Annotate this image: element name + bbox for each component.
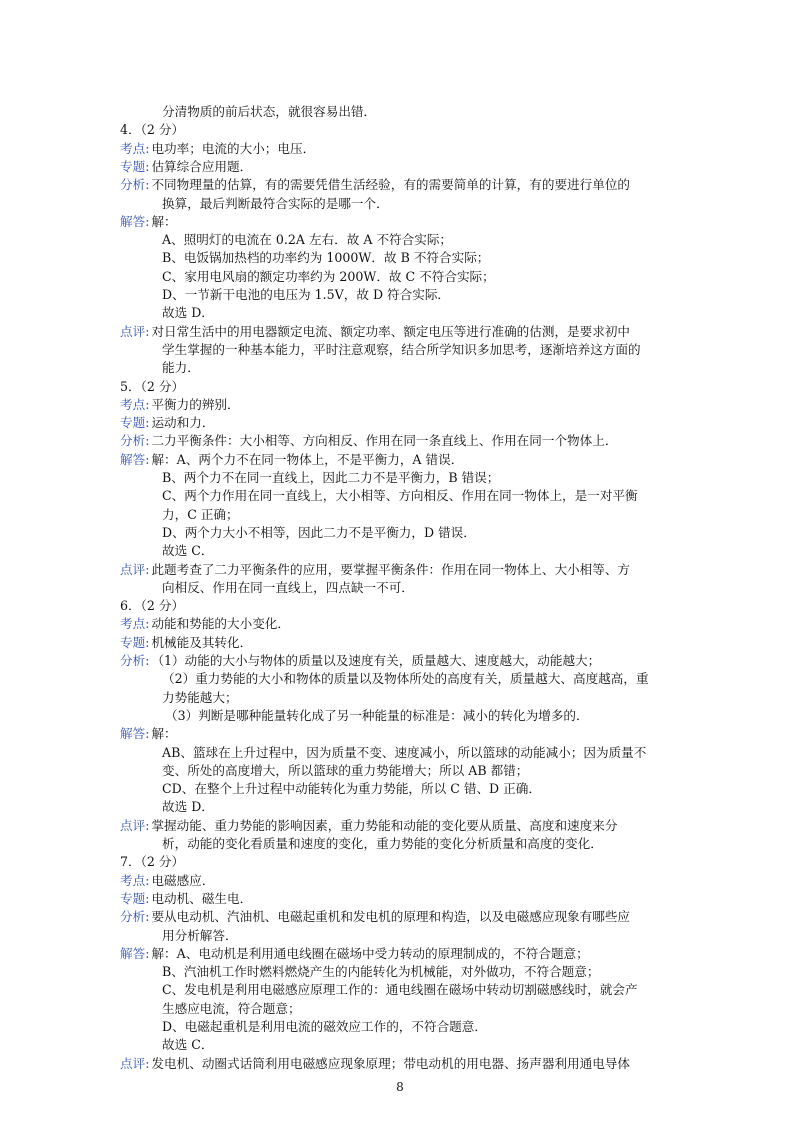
text-line <box>162 286 450 304</box>
section-label: 专题: <box>120 634 150 650</box>
line-text: CD、在整个上升过程中动能转化为重力势能，所以 C 错、D 正确． <box>162 781 541 797</box>
line-text: 不同物理量的估算，有的需要凭借生活经验，有的需要简单的计算，有的要进行单位的 <box>151 177 630 193</box>
section-label: 专题: <box>120 415 150 431</box>
line-text: 变、所处的高度增大，所以篮球的重力势能增大；所以 AB 都错； <box>162 762 529 778</box>
text-line <box>162 231 452 249</box>
section-label: 点评: <box>120 817 150 833</box>
line-text: （2）重力势能的大小和物体的质量以及物体所处的高度有关，质量越大、高度越高，重 <box>162 671 649 687</box>
line-text: 解：A、电动机是利用通电线圈在磁场中受力转动的原理制成的，不符合题意； <box>151 945 589 961</box>
line-text: D、电磁起重机是利用电流的磁效应工作的，不符合题意． <box>162 1019 487 1034</box>
page-number: 8 <box>396 1080 404 1094</box>
text-line <box>120 725 177 743</box>
line-text: 解： <box>151 726 177 742</box>
line-text: 向相反、作用在同一直线上，四点缺一不可． <box>162 579 414 595</box>
text-line <box>162 506 239 524</box>
line-text: （1）动能的大小与物体的质量以及速度有关，质量越大、速度越大，动能越大； <box>151 653 601 668</box>
line-text: C、两个力作用在同一直线上，大小相等、方向相反、作用在同一物体上，是一对平衡 <box>162 488 638 504</box>
line-text: 分清物质的前后状态，就很容易出错． <box>162 104 377 119</box>
line-text: 发电机、动圈式话筒利用电磁感应现象原理；带电动机的用电器、扬声器利用通电导体 <box>151 1055 630 1071</box>
text-line <box>162 744 646 762</box>
line-text: 换算，最后判断最符合实际的是哪一个． <box>162 195 389 211</box>
text-line <box>162 798 214 816</box>
text-line <box>162 927 238 945</box>
text-line <box>162 304 214 322</box>
line-text: C、家用电风扇的额定功率约为 200W．故 C 不符合实际； <box>162 268 495 284</box>
section-label: 分析: <box>120 653 150 668</box>
section-label: 分析: <box>120 909 150 925</box>
text-line <box>120 890 252 908</box>
line-text: 二力平衡条件：大小相等、方向相反、作用在同一条直线上、作用在同一个物体上． <box>151 433 618 449</box>
line-text: 要从电动机、汽油机、电磁起重机和发电机的原理和构造，以及电磁感应现象有哪些应 <box>151 909 630 925</box>
text-line <box>120 213 177 231</box>
text-line <box>120 121 184 139</box>
text-line <box>120 451 463 469</box>
line-text: C、发电机是利用电磁感应原理工作的：通电线圈在磁场中转动切割磁感线时，就会产 <box>162 982 638 998</box>
line-text: D、两个力大小不相等，因此二力不是平衡力，D 错误． <box>162 524 476 540</box>
line-text: 运动和力． <box>151 415 215 431</box>
text-line <box>120 414 214 432</box>
line-text: 6．（2 分） <box>120 598 185 614</box>
text-line <box>162 835 603 853</box>
text-line <box>120 378 184 396</box>
section-label: 考点: <box>120 396 150 412</box>
line-text: 4．（2 分） <box>120 122 185 138</box>
section-label: 专题: <box>120 890 150 906</box>
line-text: 7．（2 分） <box>120 854 185 870</box>
section-label: 解答: <box>120 945 150 961</box>
line-text: 故选 C． <box>162 1037 214 1053</box>
line-text: 对日常生活中的用电器额定电流、额定功率、额定电压等进行准确的估测，是要求初中 <box>151 323 630 339</box>
text-line <box>120 634 252 652</box>
text-line <box>120 872 214 890</box>
text-line <box>162 689 238 707</box>
text-line <box>120 396 240 414</box>
text-line <box>162 469 499 487</box>
text-line <box>162 1000 301 1018</box>
section-label: 考点: <box>120 616 150 632</box>
line-text: 电功率；电流的大小；电压． <box>151 140 316 156</box>
text-line <box>162 670 649 688</box>
line-text: 电动机、磁生电． <box>151 890 253 906</box>
line-text: B、电饭锅加热档的功率约为 1000W．故 B 不符合实际； <box>162 250 490 266</box>
text-line <box>120 1055 630 1073</box>
text-line <box>165 707 589 725</box>
text-line <box>120 652 600 670</box>
line-text: 力，C 正确； <box>162 506 239 522</box>
line-text: A、照明灯的电流在 0.2A 左右．故 A 不符合实际； <box>162 232 453 248</box>
text-line <box>120 323 630 341</box>
line-text: 动能和势能的大小变化． <box>151 616 290 632</box>
text-line <box>120 140 315 158</box>
line-text: B、汽油机工作时燃料燃烧产生的内能转化为机械能，对外做功，不符合题意； <box>162 964 600 980</box>
text-line <box>162 359 200 377</box>
text-line <box>162 579 414 597</box>
line-text: 5．（2 分） <box>120 378 185 394</box>
text-line <box>120 853 184 871</box>
section-label: 考点: <box>120 872 150 888</box>
text-line <box>162 1036 213 1054</box>
line-text: 故选 D． <box>162 799 214 815</box>
line-text: 能力． <box>162 360 200 376</box>
section-label: 解答: <box>120 213 150 229</box>
line-text: B、两个力不在同一直线上，因此二力不是平衡力，B 错误； <box>162 470 500 485</box>
section-label: 解答: <box>120 726 150 742</box>
line-text: 掌握动能、重力势能的影响因素，重力势能和动能的变化要从质量、高度和速度来分 <box>151 817 618 833</box>
line-text: 解：A、两个力不在同一物体上，不是平衡力，A 错误． <box>151 451 464 467</box>
line-text: 机械能及其转化． <box>151 634 253 650</box>
line-text: 估算综合应用题． <box>151 158 253 174</box>
line-text: 平衡力的辨别． <box>151 396 240 412</box>
line-text: 此题考查了二力平衡条件的应用，要掌握平衡条件：作用在同一物体上、大小相等、方 <box>151 561 630 577</box>
text-line <box>162 341 641 359</box>
text-line <box>162 542 213 560</box>
section-label: 考点: <box>120 140 150 156</box>
section-label: 点评: <box>120 561 150 577</box>
line-text: 生感应电流，符合题意； <box>162 1000 301 1016</box>
text-line <box>162 524 476 542</box>
line-text: 学生掌握的一种基本能力，平时注意观察，结合所学知识多加思考，逐渐培养这方面的 <box>162 341 641 357</box>
line-text: 力势能越大； <box>162 689 238 705</box>
text-line <box>162 762 528 780</box>
text-line <box>162 487 638 505</box>
line-text: 解： <box>151 213 177 229</box>
line-text: 故选 D． <box>162 305 214 321</box>
text-line <box>162 268 495 286</box>
text-line <box>162 963 599 981</box>
line-text: 电磁感应． <box>151 872 215 888</box>
text-line <box>120 158 252 176</box>
text-line <box>120 615 290 633</box>
text-line <box>120 908 630 926</box>
line-text: 用分析解答． <box>162 927 238 943</box>
section-label: 解答: <box>120 451 150 467</box>
line-text: 故选 C． <box>162 543 214 559</box>
section-label: 分析: <box>120 177 150 193</box>
text-line <box>162 981 638 999</box>
text-line <box>120 432 617 450</box>
text-line <box>120 561 630 579</box>
line-text: AB、篮球在上升过程中，因为质量不变、速度减小，所以篮球的动能减小；因为质量不 <box>162 744 647 760</box>
line-text: D、一节新干电池的电压为 1.5V，故 D 符合实际． <box>162 287 451 302</box>
line-text: 析，动能的变化看质量和速度的变化，重力势能的变化分析质量和高度的变化． <box>162 836 603 851</box>
text-line <box>120 597 184 615</box>
text-line <box>162 103 376 121</box>
section-label: 专题: <box>120 158 150 174</box>
text-line <box>162 195 389 213</box>
text-line <box>162 780 541 798</box>
section-label: 点评: <box>120 1055 150 1071</box>
text-line <box>120 176 630 194</box>
text-line <box>162 1018 487 1036</box>
text-line <box>162 249 489 267</box>
text-line <box>120 817 617 835</box>
line-text: （3）判断是哪种能量转化成了另一种能量的标准是：减小的转化为增多的． <box>165 707 589 723</box>
section-label: 点评: <box>120 323 150 339</box>
section-label: 分析: <box>120 433 150 449</box>
text-line <box>120 945 589 963</box>
